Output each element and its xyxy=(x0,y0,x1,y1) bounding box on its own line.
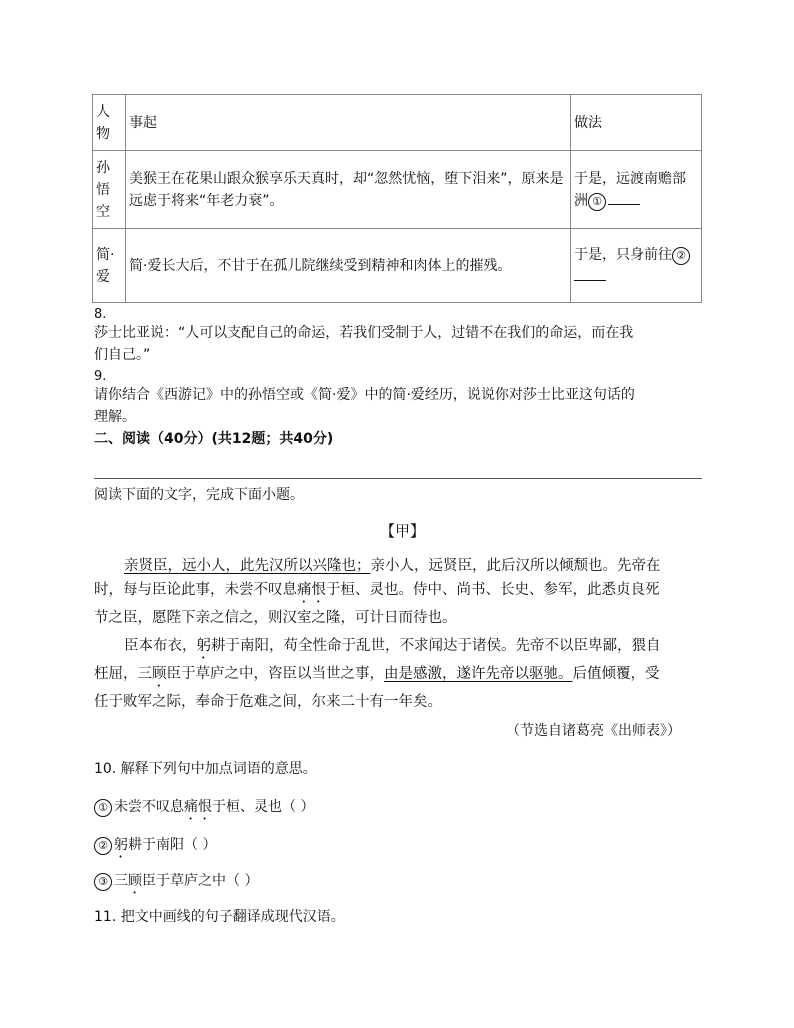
answer-blank[interactable] xyxy=(608,190,640,205)
header-event: 事起 xyxy=(126,95,571,151)
action-text: 于是，只身前往 xyxy=(574,246,672,263)
q8-text-2: 们自己。” xyxy=(94,347,151,363)
row-name: 简·爱 xyxy=(93,229,126,303)
dotted-word: 顾 xyxy=(152,666,167,682)
answer-blank[interactable] xyxy=(574,266,606,281)
reading-instruction: 阅读下面的文字，完成下面小题。 xyxy=(94,487,304,503)
underlined-sentence: 由是感激，遂许先帝以驱驰。 xyxy=(384,666,573,682)
section-heading: 二、阅读（40分）(共12题；共40分) xyxy=(94,431,334,447)
q9-number: 9. xyxy=(94,369,107,384)
passage-source: （节选自诸葛亮《出师表》） xyxy=(506,723,681,739)
divider xyxy=(94,478,702,479)
q9-text-1: 请你结合《西游记》中的孙悟空或《简·爱》中的简·爱经历，说说你对莎士比亚这句话的 xyxy=(94,387,635,403)
row-event: 简·爱长大后，不甘于在孤儿院继续受到精神和肉体上的摧残。 xyxy=(126,229,571,303)
dotted-word: 痛恨 xyxy=(297,582,326,598)
passage-paragraph-1: 亲贤臣，远小人，此先汉所以兴隆也；亲小人，远贤臣，此后汉所以倾颓也。先帝在 时，每与臣论此事，未尝不叹息痛恨于桓、灵也。侍中、尚书、长史、参军，此悉贞良死 节之臣，愿陛下亲之信之，则汉室之隆，可计日而待也。 xyxy=(94,558,661,626)
row-event: 美猴王在花果山跟众猴享乐天真时，却“忽然忧恼，堕下泪来”，原来是远虑于将来“年老力衰”。 xyxy=(126,151,571,229)
header-person: 人物 xyxy=(93,95,126,151)
row-name: 孙悟空 xyxy=(93,151,126,229)
dotted-word: 痛恨 xyxy=(184,799,212,815)
passage-label: 【甲】 xyxy=(380,522,426,540)
q10-item-2: ② 躬耕于南阳（ ） xyxy=(94,834,216,861)
q10-item-3: ③ 三顾臣于草庐之中（ ） xyxy=(94,870,258,897)
dotted-word: 躬 xyxy=(114,837,128,853)
q8-number: 8. xyxy=(94,307,107,322)
q10-item-1: ① 未尝不叹息痛恨于桓、灵也（ ） xyxy=(94,796,314,823)
header-action: 做法 xyxy=(571,95,702,151)
q10-title: 10. 解释下列句中加点词语的意思。 xyxy=(94,761,317,777)
circled-number: ② xyxy=(672,247,690,265)
dotted-word: 顾 xyxy=(128,873,142,889)
q9-text-2: 理解。 xyxy=(94,409,136,425)
q11-title: 11. 把文中画线的句子翻译成现代汉语。 xyxy=(94,909,345,925)
dotted-word: 躬 xyxy=(196,638,211,654)
comparison-table xyxy=(92,94,702,303)
passage-paragraph-2: 臣本布衣，躬耕于南阳，苟全性命于乱世，不求闻达于诸侯。先帝不以臣卑鄙，猥自 枉屈，三顾臣于草庐之中，咨臣以当世之事，由是感激，遂许先帝以驱驰。后值倾覆，受 任于败军之际，奉命于危难之间，尔来二十有一年矣。 xyxy=(94,638,661,710)
q8-text-1: 莎士比亚说：“人可以支配自己的命运，若我们受制于人，过错不在我们的命运，而在我 xyxy=(94,325,634,341)
underlined-sentence: 亲贤臣，远小人，此先汉所以兴隆也； xyxy=(124,558,371,574)
action-text: 于是，远渡南赡部洲 xyxy=(574,170,686,209)
circled-number: ① xyxy=(588,193,606,211)
row-action xyxy=(571,151,702,229)
row-action xyxy=(571,229,702,303)
